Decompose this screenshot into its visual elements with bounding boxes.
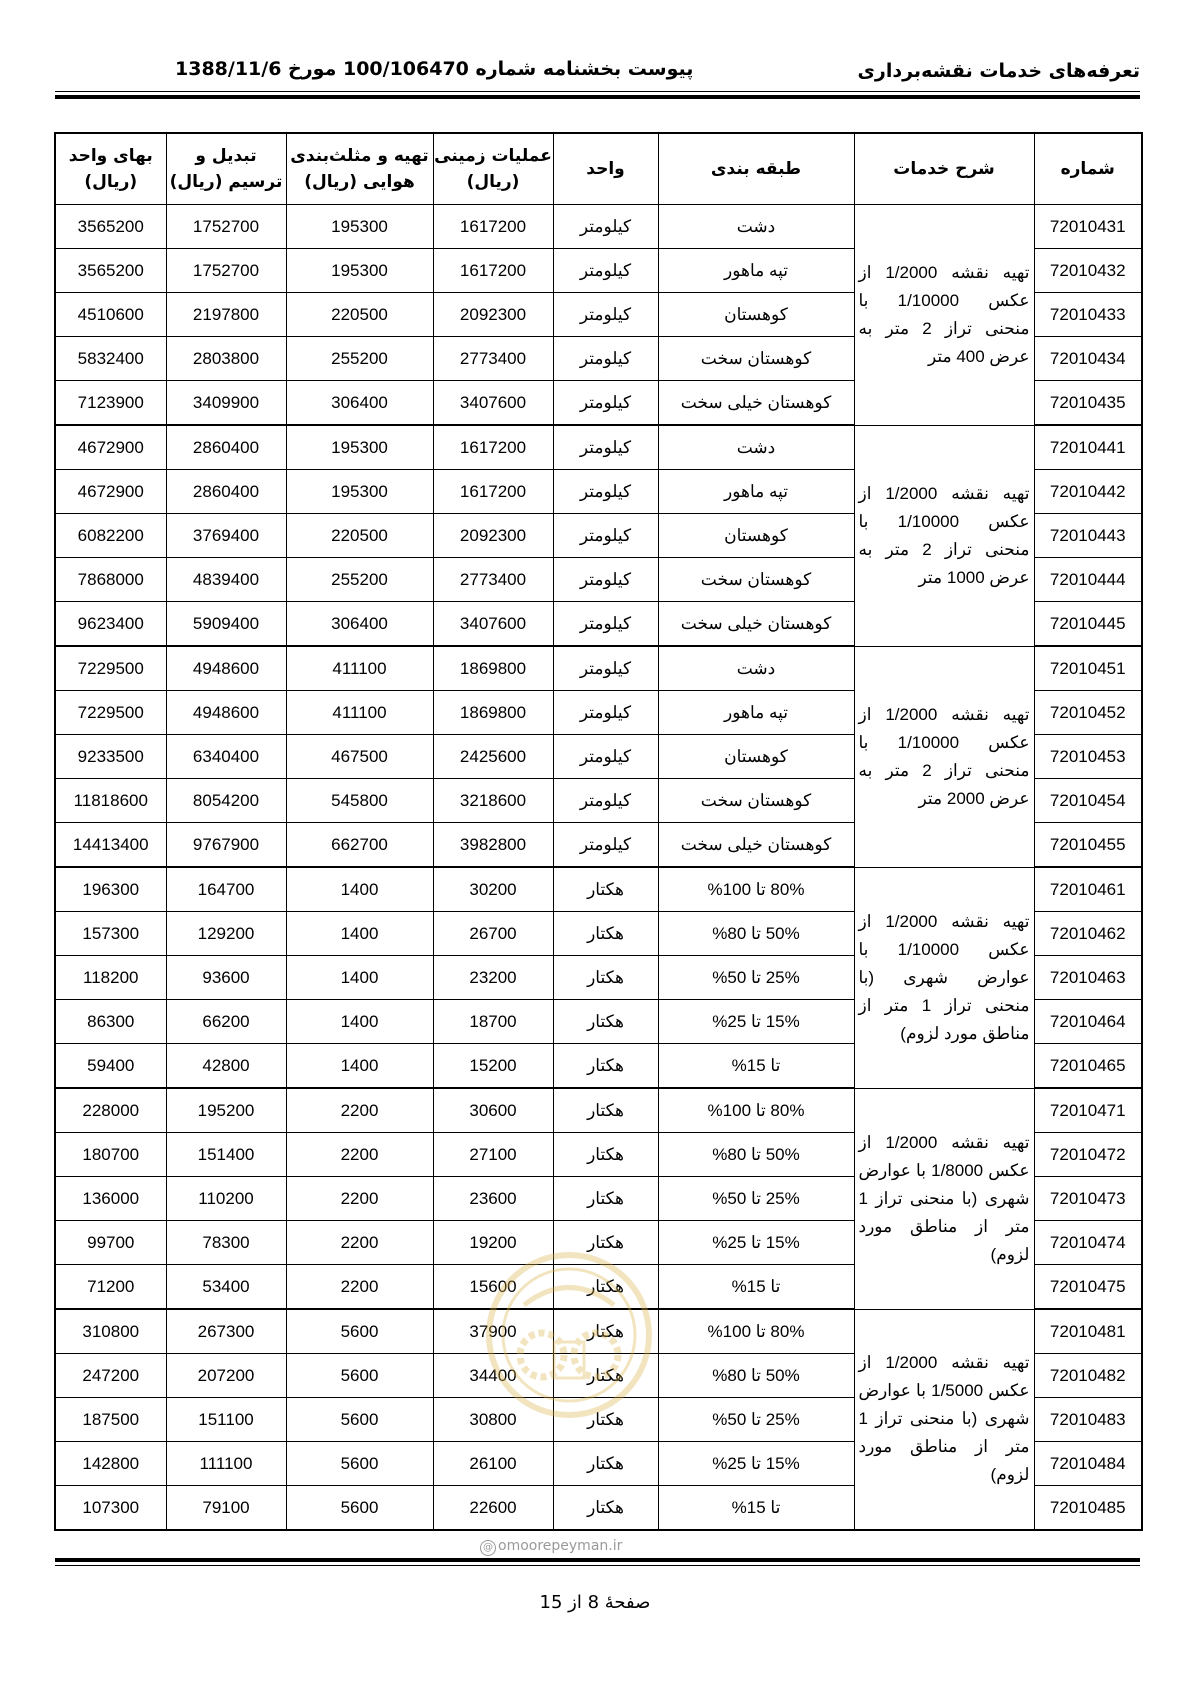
- cell-classification: کوهستان خیلی سخت: [658, 381, 854, 426]
- cell-classification: دشت: [658, 205, 854, 249]
- cell-aerial: 467500: [286, 735, 433, 779]
- cell-unit: کیلومتر: [553, 779, 658, 823]
- header-rule-thick: [55, 95, 1140, 99]
- cell-aerial: 306400: [286, 602, 433, 647]
- cell-unit: هکتار: [553, 1265, 658, 1310]
- cell-description: تهیه نقشه 1/2000 از عکس 1/10000 با منحنی تراز 2 متر به عرض 400 متر: [854, 205, 1034, 426]
- cell-ground-ops: 1869800: [433, 691, 553, 735]
- cell-conversion: 3409900: [166, 381, 286, 426]
- cell-classification: 80% تا 100%: [658, 867, 854, 912]
- cell-unit-price: 228000: [55, 1088, 166, 1133]
- cell-unit: کیلومتر: [553, 293, 658, 337]
- cell-classification: 15% تا 25%: [658, 1442, 854, 1486]
- cell-ground-ops: 3218600: [433, 779, 553, 823]
- cell-classification: دشت: [658, 425, 854, 470]
- cell-aerial: 220500: [286, 514, 433, 558]
- cell-number: 72010475: [1034, 1265, 1142, 1310]
- cell-unit: هکتار: [553, 1177, 658, 1221]
- cell-unit-price: 5832400: [55, 337, 166, 381]
- cell-ground-ops: 3407600: [433, 381, 553, 426]
- cell-number: 72010463: [1034, 956, 1142, 1000]
- cell-classification: 25% تا 50%: [658, 1177, 854, 1221]
- cell-unit: هکتار: [553, 956, 658, 1000]
- cell-aerial: 1400: [286, 867, 433, 912]
- footer-rule-thin: [55, 1565, 1140, 1566]
- cell-unit-price: 3565200: [55, 205, 166, 249]
- cell-number: 72010452: [1034, 691, 1142, 735]
- cell-ground-ops: 2092300: [433, 293, 553, 337]
- cell-number: 72010444: [1034, 558, 1142, 602]
- cell-aerial: 5600: [286, 1309, 433, 1354]
- cell-classification: کوهستان سخت: [658, 558, 854, 602]
- cell-ground-ops: 30600: [433, 1088, 553, 1133]
- cell-aerial: 2200: [286, 1133, 433, 1177]
- cell-conversion: 164700: [166, 867, 286, 912]
- cell-unit-price: 6082200: [55, 514, 166, 558]
- cell-unit: هکتار: [553, 1088, 658, 1133]
- cell-unit: هکتار: [553, 1309, 658, 1354]
- cell-classification: 15% تا 25%: [658, 1221, 854, 1265]
- cell-ground-ops: 3982800: [433, 823, 553, 868]
- cell-ground-ops: 2425600: [433, 735, 553, 779]
- cell-unit-price: 157300: [55, 912, 166, 956]
- cell-number: 72010455: [1034, 823, 1142, 868]
- cell-conversion: 111100: [166, 1442, 286, 1486]
- cell-classification: تپه ماهور: [658, 470, 854, 514]
- cell-number: 72010431: [1034, 205, 1142, 249]
- cell-number: 72010464: [1034, 1000, 1142, 1044]
- cell-classification: تا 15%: [658, 1486, 854, 1531]
- cell-classification: کوهستان خیلی سخت: [658, 823, 854, 868]
- cell-unit-price: 247200: [55, 1354, 166, 1398]
- cell-conversion: 4948600: [166, 646, 286, 691]
- cell-conversion: 79100: [166, 1486, 286, 1531]
- cell-conversion: 93600: [166, 956, 286, 1000]
- cell-ground-ops: 1617200: [433, 205, 553, 249]
- table-header-row: [55, 133, 1142, 205]
- cell-ground-ops: 23200: [433, 956, 553, 1000]
- watermark-site: @ omoorepeyman.ir: [480, 1538, 622, 1556]
- cell-aerial: 5600: [286, 1354, 433, 1398]
- cell-classification: 50% تا 80%: [658, 912, 854, 956]
- cell-ground-ops: 15600: [433, 1265, 553, 1310]
- cell-unit-price: 180700: [55, 1133, 166, 1177]
- header-aerial: تهیه و مثلث‌بندی هوایی (ریال): [286, 133, 433, 205]
- cell-classification: 50% تا 80%: [658, 1133, 854, 1177]
- cell-classification: تا 15%: [658, 1265, 854, 1310]
- cell-conversion: 1752700: [166, 249, 286, 293]
- at-icon: @: [480, 1540, 496, 1556]
- cell-unit: هکتار: [553, 912, 658, 956]
- cell-unit: هکتار: [553, 1398, 658, 1442]
- cell-conversion: 110200: [166, 1177, 286, 1221]
- cell-conversion: 129200: [166, 912, 286, 956]
- cell-classification: کوهستان خیلی سخت: [658, 602, 854, 647]
- cell-conversion: 53400: [166, 1265, 286, 1310]
- document-title: تعرفه‌های خدمات نقشه‌برداری: [857, 60, 1140, 82]
- cell-unit-price: 118200: [55, 956, 166, 1000]
- cell-aerial: 411100: [286, 691, 433, 735]
- header-classification: طبقه بندی: [658, 133, 854, 205]
- cell-number: 72010441: [1034, 425, 1142, 470]
- cell-description: تهیه نقشه 1/2000 از عکس 1/5000 با عوارض شهری (با منحنی تراز 1 متر از مناطق مورد لزوم): [854, 1309, 1034, 1530]
- cell-unit-price: 71200: [55, 1265, 166, 1310]
- cell-unit: هکتار: [553, 1133, 658, 1177]
- cell-unit: کیلومتر: [553, 514, 658, 558]
- cell-aerial: 2200: [286, 1221, 433, 1265]
- cell-number: 72010472: [1034, 1133, 1142, 1177]
- cell-classification: کوهستان: [658, 293, 854, 337]
- page-header: [55, 52, 1140, 90]
- cell-ground-ops: 22600: [433, 1486, 553, 1531]
- cell-unit-price: 142800: [55, 1442, 166, 1486]
- cell-aerial: 411100: [286, 646, 433, 691]
- cell-unit-price: 7868000: [55, 558, 166, 602]
- cell-number: 72010473: [1034, 1177, 1142, 1221]
- cell-ground-ops: 27100: [433, 1133, 553, 1177]
- cell-number: 72010481: [1034, 1309, 1142, 1354]
- table-row: [55, 1088, 1142, 1133]
- watermark-seal: [484, 1250, 654, 1420]
- cell-number: 72010461: [1034, 867, 1142, 912]
- cell-description: تهیه نقشه 1/2000 از عکس 1/10000 با عوارض شهری (با منحنی تراز 1 متر از مناطق مورد لزوم): [854, 867, 1034, 1088]
- cell-description: تهیه نقشه 1/2000 از عکس 1/10000 با منحنی تراز 2 متر به عرض 1000 متر: [854, 425, 1034, 646]
- cell-unit-price: 4672900: [55, 425, 166, 470]
- header-unit-price: بهای واحد (ریال): [55, 133, 166, 205]
- cell-classification: کوهستان: [658, 735, 854, 779]
- cell-number: 72010453: [1034, 735, 1142, 779]
- cell-unit-price: 196300: [55, 867, 166, 912]
- cell-unit: کیلومتر: [553, 425, 658, 470]
- cell-unit-price: 7229500: [55, 646, 166, 691]
- cell-classification: 50% تا 80%: [658, 1354, 854, 1398]
- cell-ground-ops: 3407600: [433, 602, 553, 647]
- cell-number: 72010462: [1034, 912, 1142, 956]
- cell-aerial: 5600: [286, 1486, 433, 1531]
- cell-ground-ops: 2773400: [433, 337, 553, 381]
- cell-unit: هکتار: [553, 1000, 658, 1044]
- cell-classification: 25% تا 50%: [658, 1398, 854, 1442]
- cell-unit-price: 4672900: [55, 470, 166, 514]
- cell-aerial: 195300: [286, 425, 433, 470]
- cell-unit: کیلومتر: [553, 205, 658, 249]
- cell-unit: کیلومتر: [553, 602, 658, 647]
- cell-aerial: 1400: [286, 956, 433, 1000]
- header-description: شرح خدمات: [854, 133, 1034, 205]
- cell-unit: کیلومتر: [553, 381, 658, 426]
- cell-conversion: 195200: [166, 1088, 286, 1133]
- cell-aerial: 1400: [286, 1000, 433, 1044]
- cell-aerial: 2200: [286, 1177, 433, 1221]
- cell-aerial: 5600: [286, 1442, 433, 1486]
- cell-conversion: 42800: [166, 1044, 286, 1089]
- cell-aerial: 255200: [286, 558, 433, 602]
- cell-unit-price: 99700: [55, 1221, 166, 1265]
- cell-conversion: 2860400: [166, 470, 286, 514]
- cell-aerial: 1400: [286, 912, 433, 956]
- cell-conversion: 2803800: [166, 337, 286, 381]
- header-unit: واحد: [553, 133, 658, 205]
- cell-unit-price: 9233500: [55, 735, 166, 779]
- cell-unit-price: 14413400: [55, 823, 166, 868]
- cell-aerial: 195300: [286, 249, 433, 293]
- cell-ground-ops: 1869800: [433, 646, 553, 691]
- cell-unit-price: 7123900: [55, 381, 166, 426]
- cell-number: 72010483: [1034, 1398, 1142, 1442]
- header-number: شماره: [1034, 133, 1142, 205]
- cell-description: تهیه نقشه 1/2000 از عکس 1/8000 با عوارض شهری (با منحنی تراز 1 متر از مناطق مورد لزوم): [854, 1088, 1034, 1309]
- cell-classification: 15% تا 25%: [658, 1000, 854, 1044]
- cell-conversion: 2197800: [166, 293, 286, 337]
- cell-classification: 25% تا 50%: [658, 956, 854, 1000]
- cell-unit-price: 11818600: [55, 779, 166, 823]
- cell-unit: کیلومتر: [553, 337, 658, 381]
- cell-ground-ops: 30200: [433, 867, 553, 912]
- cell-number: 72010474: [1034, 1221, 1142, 1265]
- cell-number: 72010451: [1034, 646, 1142, 691]
- cell-number: 72010443: [1034, 514, 1142, 558]
- cell-number: 72010471: [1034, 1088, 1142, 1133]
- cell-number: 72010484: [1034, 1442, 1142, 1486]
- cell-aerial: 306400: [286, 381, 433, 426]
- cell-conversion: 151100: [166, 1398, 286, 1442]
- cell-unit: کیلومتر: [553, 823, 658, 868]
- cell-conversion: 4839400: [166, 558, 286, 602]
- cell-ground-ops: 19200: [433, 1221, 553, 1265]
- cell-unit: کیلومتر: [553, 646, 658, 691]
- cell-conversion: 9767900: [166, 823, 286, 868]
- table-row: [55, 867, 1142, 912]
- cell-unit: هکتار: [553, 1442, 658, 1486]
- cell-unit: کیلومتر: [553, 249, 658, 293]
- cell-number: 72010434: [1034, 337, 1142, 381]
- cell-unit: کیلومتر: [553, 735, 658, 779]
- cell-unit: هکتار: [553, 1221, 658, 1265]
- table-row: [55, 425, 1142, 470]
- cell-unit: کیلومتر: [553, 691, 658, 735]
- cell-classification: کوهستان: [658, 514, 854, 558]
- cell-number: 72010482: [1034, 1354, 1142, 1398]
- cell-conversion: 78300: [166, 1221, 286, 1265]
- cell-unit: کیلومتر: [553, 558, 658, 602]
- cell-ground-ops: 30800: [433, 1398, 553, 1442]
- cell-aerial: 195300: [286, 470, 433, 514]
- cell-ground-ops: 2773400: [433, 558, 553, 602]
- cell-conversion: 66200: [166, 1000, 286, 1044]
- cell-ground-ops: 26700: [433, 912, 553, 956]
- cell-number: 72010445: [1034, 602, 1142, 647]
- table-row: [55, 205, 1142, 249]
- cell-conversion: 1752700: [166, 205, 286, 249]
- cell-number: 72010435: [1034, 381, 1142, 426]
- cell-ground-ops: 15200: [433, 1044, 553, 1089]
- cell-number: 72010485: [1034, 1486, 1142, 1531]
- cell-classification: تپه ماهور: [658, 249, 854, 293]
- cell-unit-price: 86300: [55, 1000, 166, 1044]
- cell-unit-price: 59400: [55, 1044, 166, 1089]
- cell-ground-ops: 26100: [433, 1442, 553, 1486]
- cell-classification: 80% تا 100%: [658, 1309, 854, 1354]
- cell-classification: دشت: [658, 646, 854, 691]
- cell-conversion: 2860400: [166, 425, 286, 470]
- cell-ground-ops: 1617200: [433, 470, 553, 514]
- cell-ground-ops: 1617200: [433, 249, 553, 293]
- cell-classification: کوهستان سخت: [658, 337, 854, 381]
- page-number: صفحۀ 8 از 15: [539, 1592, 651, 1613]
- cell-aerial: 2200: [286, 1088, 433, 1133]
- cell-ground-ops: 34400: [433, 1354, 553, 1398]
- cell-ground-ops: 23600: [433, 1177, 553, 1221]
- cell-aerial: 545800: [286, 779, 433, 823]
- cell-number: 72010454: [1034, 779, 1142, 823]
- cell-conversion: 4948600: [166, 691, 286, 735]
- cell-ground-ops: 1617200: [433, 425, 553, 470]
- cell-conversion: 6340400: [166, 735, 286, 779]
- cell-unit: هکتار: [553, 1354, 658, 1398]
- cell-aerial: 195300: [286, 205, 433, 249]
- cell-ground-ops: 18700: [433, 1000, 553, 1044]
- header-conversion: تبدیل و ترسیم (ریال): [166, 133, 286, 205]
- header-ground-ops: عملیات زمینی (ریال): [433, 133, 553, 205]
- cell-number: 72010442: [1034, 470, 1142, 514]
- cell-aerial: 662700: [286, 823, 433, 868]
- cell-ground-ops: 2092300: [433, 514, 553, 558]
- cell-number: 72010465: [1034, 1044, 1142, 1089]
- cell-unit: کیلومتر: [553, 470, 658, 514]
- header-rule-thin: [55, 91, 1140, 92]
- cell-conversion: 8054200: [166, 779, 286, 823]
- cell-unit-price: 9623400: [55, 602, 166, 647]
- circular-reference: پیوست بخشنامه شماره 100/106470 مورخ 1388/11/6: [175, 58, 694, 80]
- cell-number: 72010432: [1034, 249, 1142, 293]
- cell-classification: تا 15%: [658, 1044, 854, 1089]
- cell-conversion: 151400: [166, 1133, 286, 1177]
- cell-unit-price: 136000: [55, 1177, 166, 1221]
- cell-aerial: 255200: [286, 337, 433, 381]
- cell-conversion: 207200: [166, 1354, 286, 1398]
- cell-description: تهیه نقشه 1/2000 از عکس 1/10000 با منحنی تراز 2 متر به عرض 2000 متر: [854, 646, 1034, 867]
- cell-aerial: 1400: [286, 1044, 433, 1089]
- cell-unit-price: 107300: [55, 1486, 166, 1531]
- cell-unit-price: 7229500: [55, 691, 166, 735]
- cell-conversion: 267300: [166, 1309, 286, 1354]
- cell-aerial: 220500: [286, 293, 433, 337]
- cell-conversion: 5909400: [166, 602, 286, 647]
- cell-ground-ops: 37900: [433, 1309, 553, 1354]
- cell-unit: هکتار: [553, 867, 658, 912]
- cell-aerial: 2200: [286, 1265, 433, 1310]
- cell-classification: تپه ماهور: [658, 691, 854, 735]
- cell-aerial: 5600: [286, 1398, 433, 1442]
- cell-classification: کوهستان سخت: [658, 779, 854, 823]
- cell-conversion: 3769400: [166, 514, 286, 558]
- cell-classification: 80% تا 100%: [658, 1088, 854, 1133]
- cell-unit: هکتار: [553, 1044, 658, 1089]
- footer-rule-thick: [55, 1558, 1140, 1562]
- cell-unit-price: 3565200: [55, 249, 166, 293]
- cell-unit-price: 310800: [55, 1309, 166, 1354]
- cell-unit-price: 4510600: [55, 293, 166, 337]
- cell-unit: هکتار: [553, 1486, 658, 1531]
- cell-unit-price: 187500: [55, 1398, 166, 1442]
- table-row: [55, 646, 1142, 691]
- cell-number: 72010433: [1034, 293, 1142, 337]
